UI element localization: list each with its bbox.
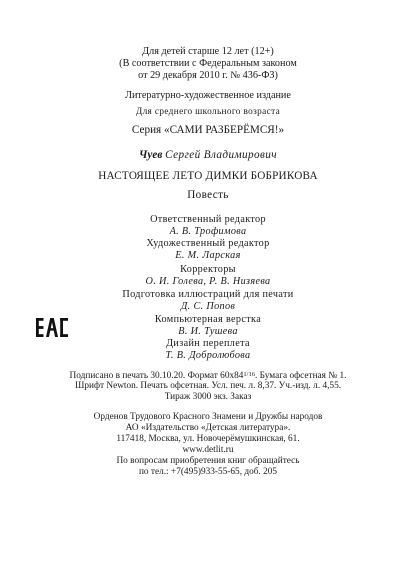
author-surname: Чуев — [139, 149, 163, 161]
print-paper-text: . Бумага офсетная № 1. — [254, 371, 347, 381]
publisher-contact-line: По вопросам приобретения книг обращайтесь — [116, 456, 300, 466]
age-rating-date-line: от 29 декабря 2010 г. № 436-ФЗ) — [138, 70, 278, 81]
credit-name: Е. М. Ларская — [175, 250, 241, 261]
edition-type: Литературно-художественное издание — [125, 90, 291, 101]
credit-role: Корректоры — [180, 264, 236, 275]
publisher-address: 117418, Москва, ул. Новочерёмушкинская, 61. — [116, 434, 300, 444]
print-details-line: Шрифт Newton. Печать офсетная. Усл. печ. л. 8,37. Уч.-изд. л. 4,55. — [74, 381, 342, 391]
credit-role: Подготовка иллюстраций для печати — [122, 289, 294, 300]
credit-name: Д. С. Попов — [180, 301, 236, 312]
credit-role: Дизайн переплета — [166, 338, 250, 349]
author — [0, 149, 416, 162]
book-title: НАСТОЯЩЕЕ ЛЕТО ДИМКИ БОБРИКОВА — [98, 170, 318, 182]
credit-name: Т. В. Добролюбова — [165, 350, 251, 361]
print-details-line — [0, 370, 416, 382]
age-rating-law-line: (В соответствии с Федеральным законом — [119, 58, 297, 69]
publisher-name: АО «Издательство «Детская литература». — [125, 423, 291, 433]
author-given-names: Сергей Владимирович — [165, 149, 277, 161]
publisher-website: www.detlit.ru — [182, 445, 234, 455]
print-run-line: Тираж 3000 экз. Заказ — [164, 392, 252, 402]
credit-role: Компьютерная верстка — [154, 314, 262, 325]
print-format-text: Подписано в печать 30.10.20. Формат 60x84 — [69, 371, 244, 381]
credit-role: Художественный редактор — [146, 238, 270, 249]
publisher-line: Орденов Трудового Красного Знамени и Дружбы народов — [93, 412, 323, 422]
credit-name: В. И. Тушева — [178, 326, 238, 337]
print-format-fraction: 1/16 — [243, 371, 255, 378]
genre: Повесть — [187, 189, 229, 201]
eac-mark-icon — [36, 318, 68, 337]
series: Серия «САМИ РАЗБЕРЁМСЯ!» — [131, 124, 285, 136]
audience: Для среднего школьного возраста — [135, 107, 281, 117]
credit-role: Ответственный редактор — [150, 214, 266, 225]
credit-name: О. И. Голева, Р. В. Низяева — [145, 276, 271, 287]
credit-name: А. В. Трофимова — [169, 226, 247, 237]
age-rating-line: Для детей старше 12 лет (12+) — [142, 46, 274, 57]
publisher-phone: по тел.: +7(495)933-55-65, доб. 205 — [138, 467, 278, 477]
